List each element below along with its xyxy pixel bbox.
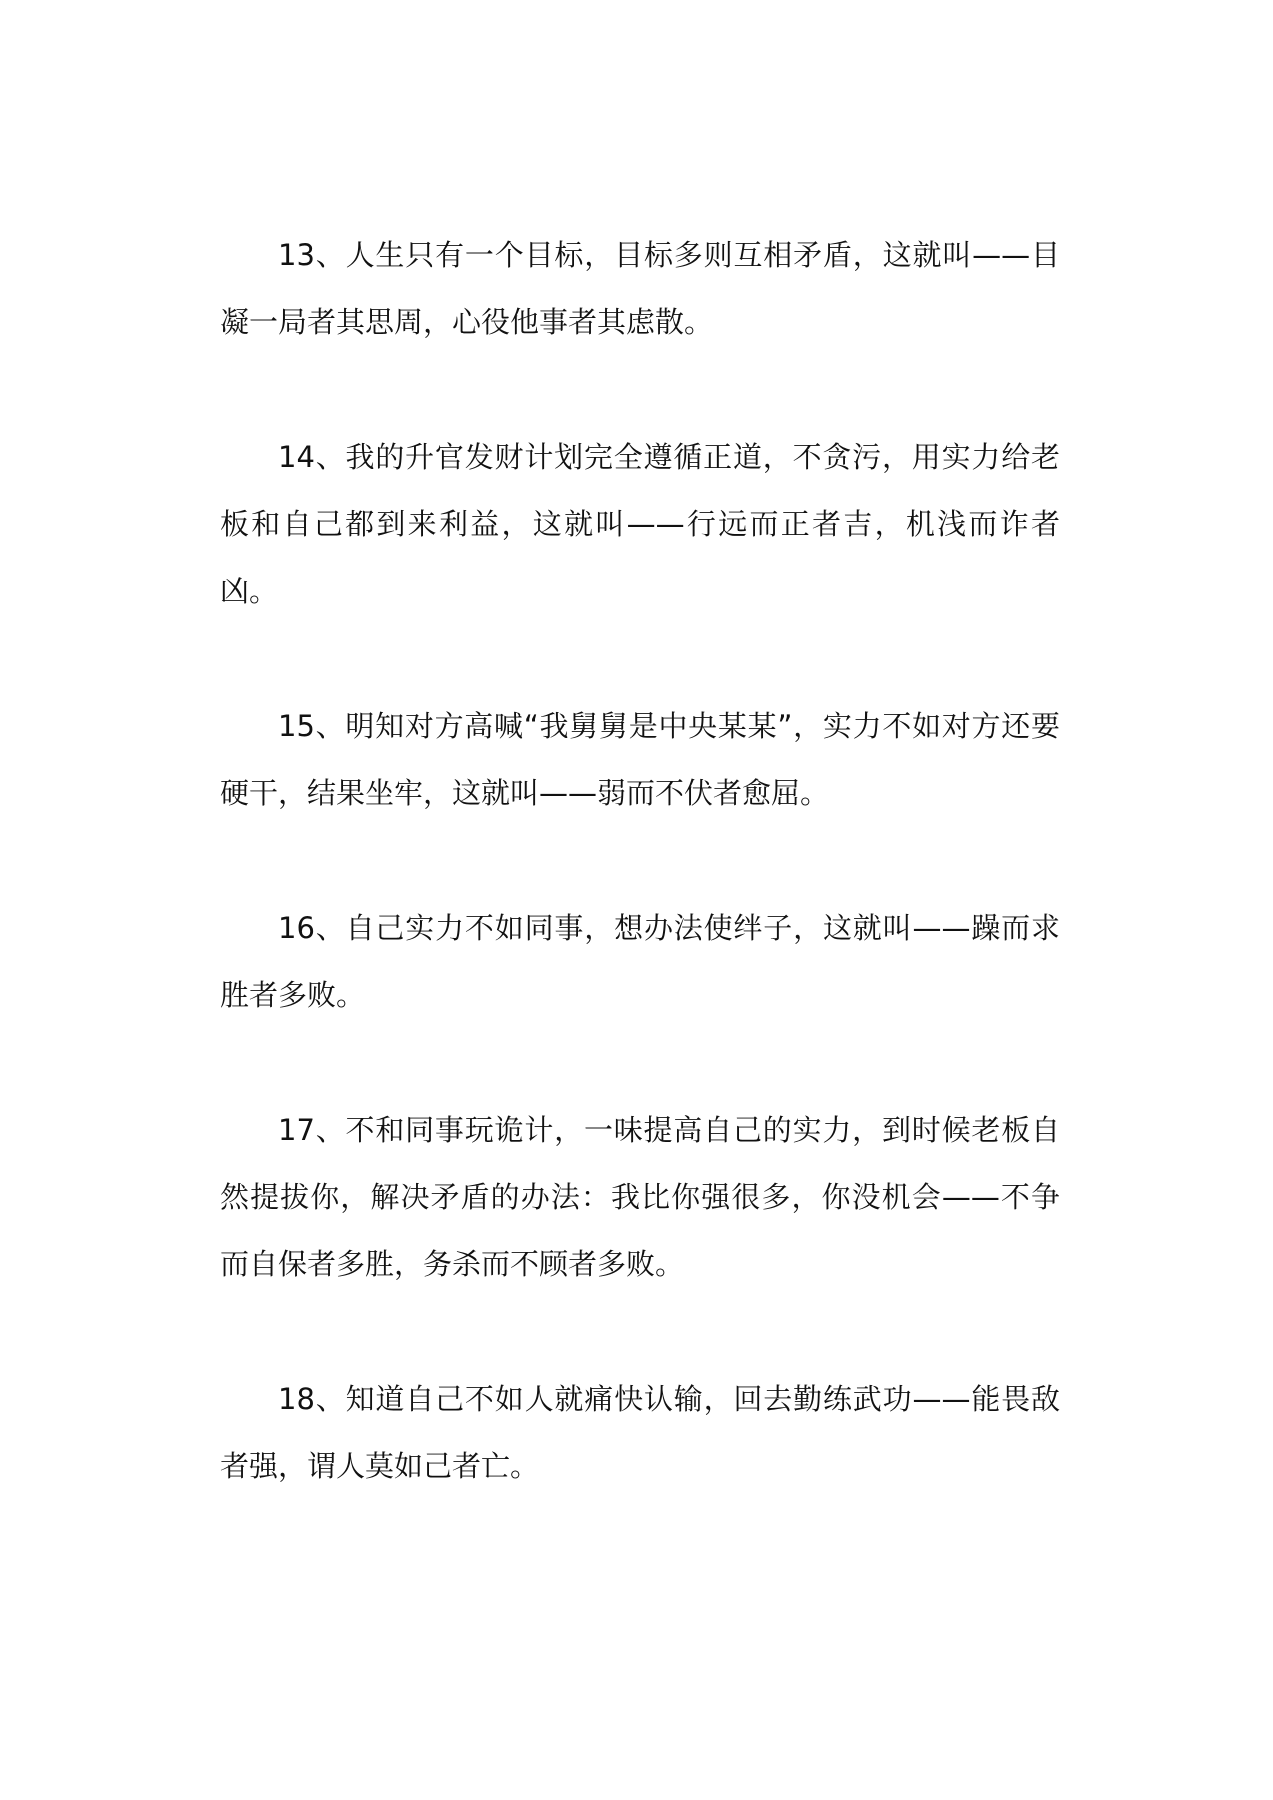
paragraph-13: 13、人生只有一个目标，目标多则互相矛盾，这就叫——目凝一局者其思周，心役他事者其虑散。 bbox=[220, 238, 1060, 339]
paragraph-16: 16、自己实力不如同事，想办法使绊子，这就叫——躁而求胜者多败。 bbox=[220, 911, 1060, 1012]
paragraph-15: 15、明知对方高喊“我舅舅是中央某某”，实力不如对方还要硬干，结果坐牢，这就叫——弱而不伏者愈屈。 bbox=[220, 709, 1060, 810]
paragraph-18: 18、知道自己不如人就痛快认输，回去勤练武功——能畏敌者强，谓人莫如己者亡。 bbox=[220, 1382, 1060, 1483]
paragraph-14: 14、我的升官发财计划完全遵循正道，不贪污，用实力给老板和自己都到来利益，这就叫——行远而正者吉，机浅而诈者凶。 bbox=[220, 440, 1060, 608]
document-body bbox=[220, 222, 1060, 1500]
paragraph-17: 17、不和同事玩诡计，一味提高自己的实力，到时候老板自然提拔你，解决矛盾的办法：我比你强很多，你没机会——不争而自保者多胜，务杀而不顾者多败。 bbox=[220, 1113, 1060, 1281]
